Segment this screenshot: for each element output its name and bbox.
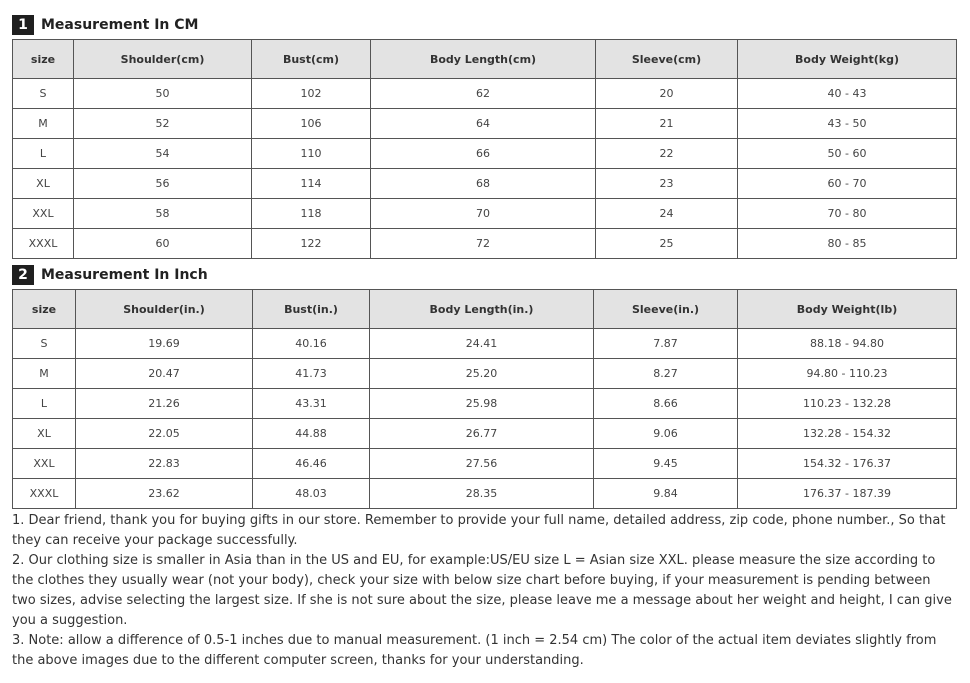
cm-header-shoulder: Shoulder(cm) [74, 40, 252, 79]
table-cell: 66 [371, 139, 596, 169]
table-cell: 52 [74, 109, 252, 139]
cm-header-body-weight: Body Weight(kg) [738, 40, 957, 79]
table-row [13, 199, 957, 229]
notes-section [12, 511, 952, 671]
cm-header-body-length: Body Length(cm) [371, 40, 596, 79]
table-cell: 44.88 [253, 419, 370, 449]
table-cell: 20.47 [76, 359, 253, 389]
table-cell: 9.84 [594, 479, 738, 509]
table-cell: 23 [596, 169, 738, 199]
table-cell: XL [13, 169, 74, 199]
table-cell: 68 [371, 169, 596, 199]
note-3: 3. Note: allow a difference of 0.5-1 inches due to manual measurement. (1 inch = 2.54 cm) The color of the actual item deviates slightly from the above images due to the different computer screen, thanks for your understanding. [12, 633, 937, 668]
table-cell: 24.41 [370, 329, 594, 359]
table-cell: 40 - 43 [738, 79, 957, 109]
table-row [13, 359, 957, 389]
table-cell: 22 [596, 139, 738, 169]
table-cell: 132.28 - 154.32 [738, 419, 957, 449]
table-cell: 41.73 [253, 359, 370, 389]
inch-header-bust: Bust(in.) [253, 290, 370, 329]
inch-section-title: Measurement In Inch [41, 267, 208, 283]
table-row [13, 169, 957, 199]
table-cell: 72 [371, 229, 596, 259]
table-cell: 7.87 [594, 329, 738, 359]
table-cell: 88.18 - 94.80 [738, 329, 957, 359]
table-cell: 122 [252, 229, 371, 259]
table-cell: 27.56 [370, 449, 594, 479]
table-cell: M [13, 109, 74, 139]
table-cell: 22.83 [76, 449, 253, 479]
table-cell: 21 [596, 109, 738, 139]
table-cell: 114 [252, 169, 371, 199]
table-cell: 154.32 - 176.37 [738, 449, 957, 479]
cm-header-sleeve: Sleeve(cm) [596, 40, 738, 79]
table-cell: 25.20 [370, 359, 594, 389]
table-cell: 48.03 [253, 479, 370, 509]
table-cell: XL [13, 419, 76, 449]
cm-header-size: size [13, 40, 74, 79]
table-cell: 24 [596, 199, 738, 229]
table-row [13, 109, 957, 139]
table-cell: S [13, 329, 76, 359]
table-cell: 19.69 [76, 329, 253, 359]
table-row [13, 449, 957, 479]
table-cell: 26.77 [370, 419, 594, 449]
inch-header-body-length: Body Length(in.) [370, 290, 594, 329]
table-row [13, 79, 957, 109]
table-cell: 176.37 - 187.39 [738, 479, 957, 509]
table-cell: 25.98 [370, 389, 594, 419]
table-cell: 62 [371, 79, 596, 109]
table-row [13, 139, 957, 169]
table-cell: 64 [371, 109, 596, 139]
table-cell: 23.62 [76, 479, 253, 509]
table-cell: M [13, 359, 76, 389]
table-row [13, 389, 957, 419]
table-cell: 94.80 - 110.23 [738, 359, 957, 389]
table-cell: 46.46 [253, 449, 370, 479]
table-cell: 110 [252, 139, 371, 169]
table-cell: XXL [13, 449, 76, 479]
cm-section-title: Measurement In CM [41, 17, 199, 33]
table-row [13, 479, 957, 509]
table-cell: 118 [252, 199, 371, 229]
table-cell: 22.05 [76, 419, 253, 449]
table-cell: 9.06 [594, 419, 738, 449]
table-cell: 56 [74, 169, 252, 199]
inch-header-size: size [13, 290, 76, 329]
table-cell: 50 - 60 [738, 139, 957, 169]
table-cell: 70 - 80 [738, 199, 957, 229]
table-cell: 58 [74, 199, 252, 229]
table-cell: 54 [74, 139, 252, 169]
table-row [13, 229, 957, 259]
cm-section-number-badge: 1 [12, 15, 34, 35]
table-row [13, 329, 957, 359]
table-cell: 43.31 [253, 389, 370, 419]
table-cell: S [13, 79, 74, 109]
inch-table-header-row [13, 290, 957, 329]
table-cell: XXXL [13, 229, 74, 259]
inch-header-body-weight: Body Weight(lb) [738, 290, 957, 329]
cm-header-bust: Bust(cm) [252, 40, 371, 79]
table-cell: 60 - 70 [738, 169, 957, 199]
inch-header-sleeve: Sleeve(in.) [594, 290, 738, 329]
cm-size-table [12, 39, 957, 259]
table-cell: 9.45 [594, 449, 738, 479]
table-cell: 60 [74, 229, 252, 259]
table-cell: 40.16 [253, 329, 370, 359]
inch-size-table [12, 289, 957, 509]
note-1: 1. Dear friend, thank you for buying gifts in our store. Remember to provide your full name, detailed address, zip code, phone number., So that they can receive your package successfully. [12, 513, 946, 548]
table-cell: 43 - 50 [738, 109, 957, 139]
table-cell: 8.66 [594, 389, 738, 419]
table-cell: 80 - 85 [738, 229, 957, 259]
table-cell: 8.27 [594, 359, 738, 389]
cm-table-header-row [13, 40, 957, 79]
note-2: 2. Our clothing size is smaller in Asia than in the US and EU, for example:US/EU size L = Asian size XXL. please measure the size according to the clothes they usually wear (not your body), check your size with below size chart before buying, if your measurement is pending between two sizes, advise selecting the largest size. If she is not sure about the size, please leave me a message about her weight and height, I can give you a suggestion. [12, 553, 952, 628]
table-cell: L [13, 139, 74, 169]
table-cell: 21.26 [76, 389, 253, 419]
inch-header-shoulder: Shoulder(in.) [76, 290, 253, 329]
table-cell: XXL [13, 199, 74, 229]
table-cell: 28.35 [370, 479, 594, 509]
table-cell: XXXL [13, 479, 76, 509]
table-cell: 110.23 - 132.28 [738, 389, 957, 419]
inch-section-number-badge: 2 [12, 265, 34, 285]
table-row [13, 419, 957, 449]
table-cell: 50 [74, 79, 252, 109]
inch-section-header [12, 264, 208, 286]
cm-section-header [12, 14, 198, 36]
table-cell: 25 [596, 229, 738, 259]
table-cell: 20 [596, 79, 738, 109]
table-cell: 70 [371, 199, 596, 229]
table-cell: L [13, 389, 76, 419]
table-cell: 106 [252, 109, 371, 139]
table-cell: 102 [252, 79, 371, 109]
